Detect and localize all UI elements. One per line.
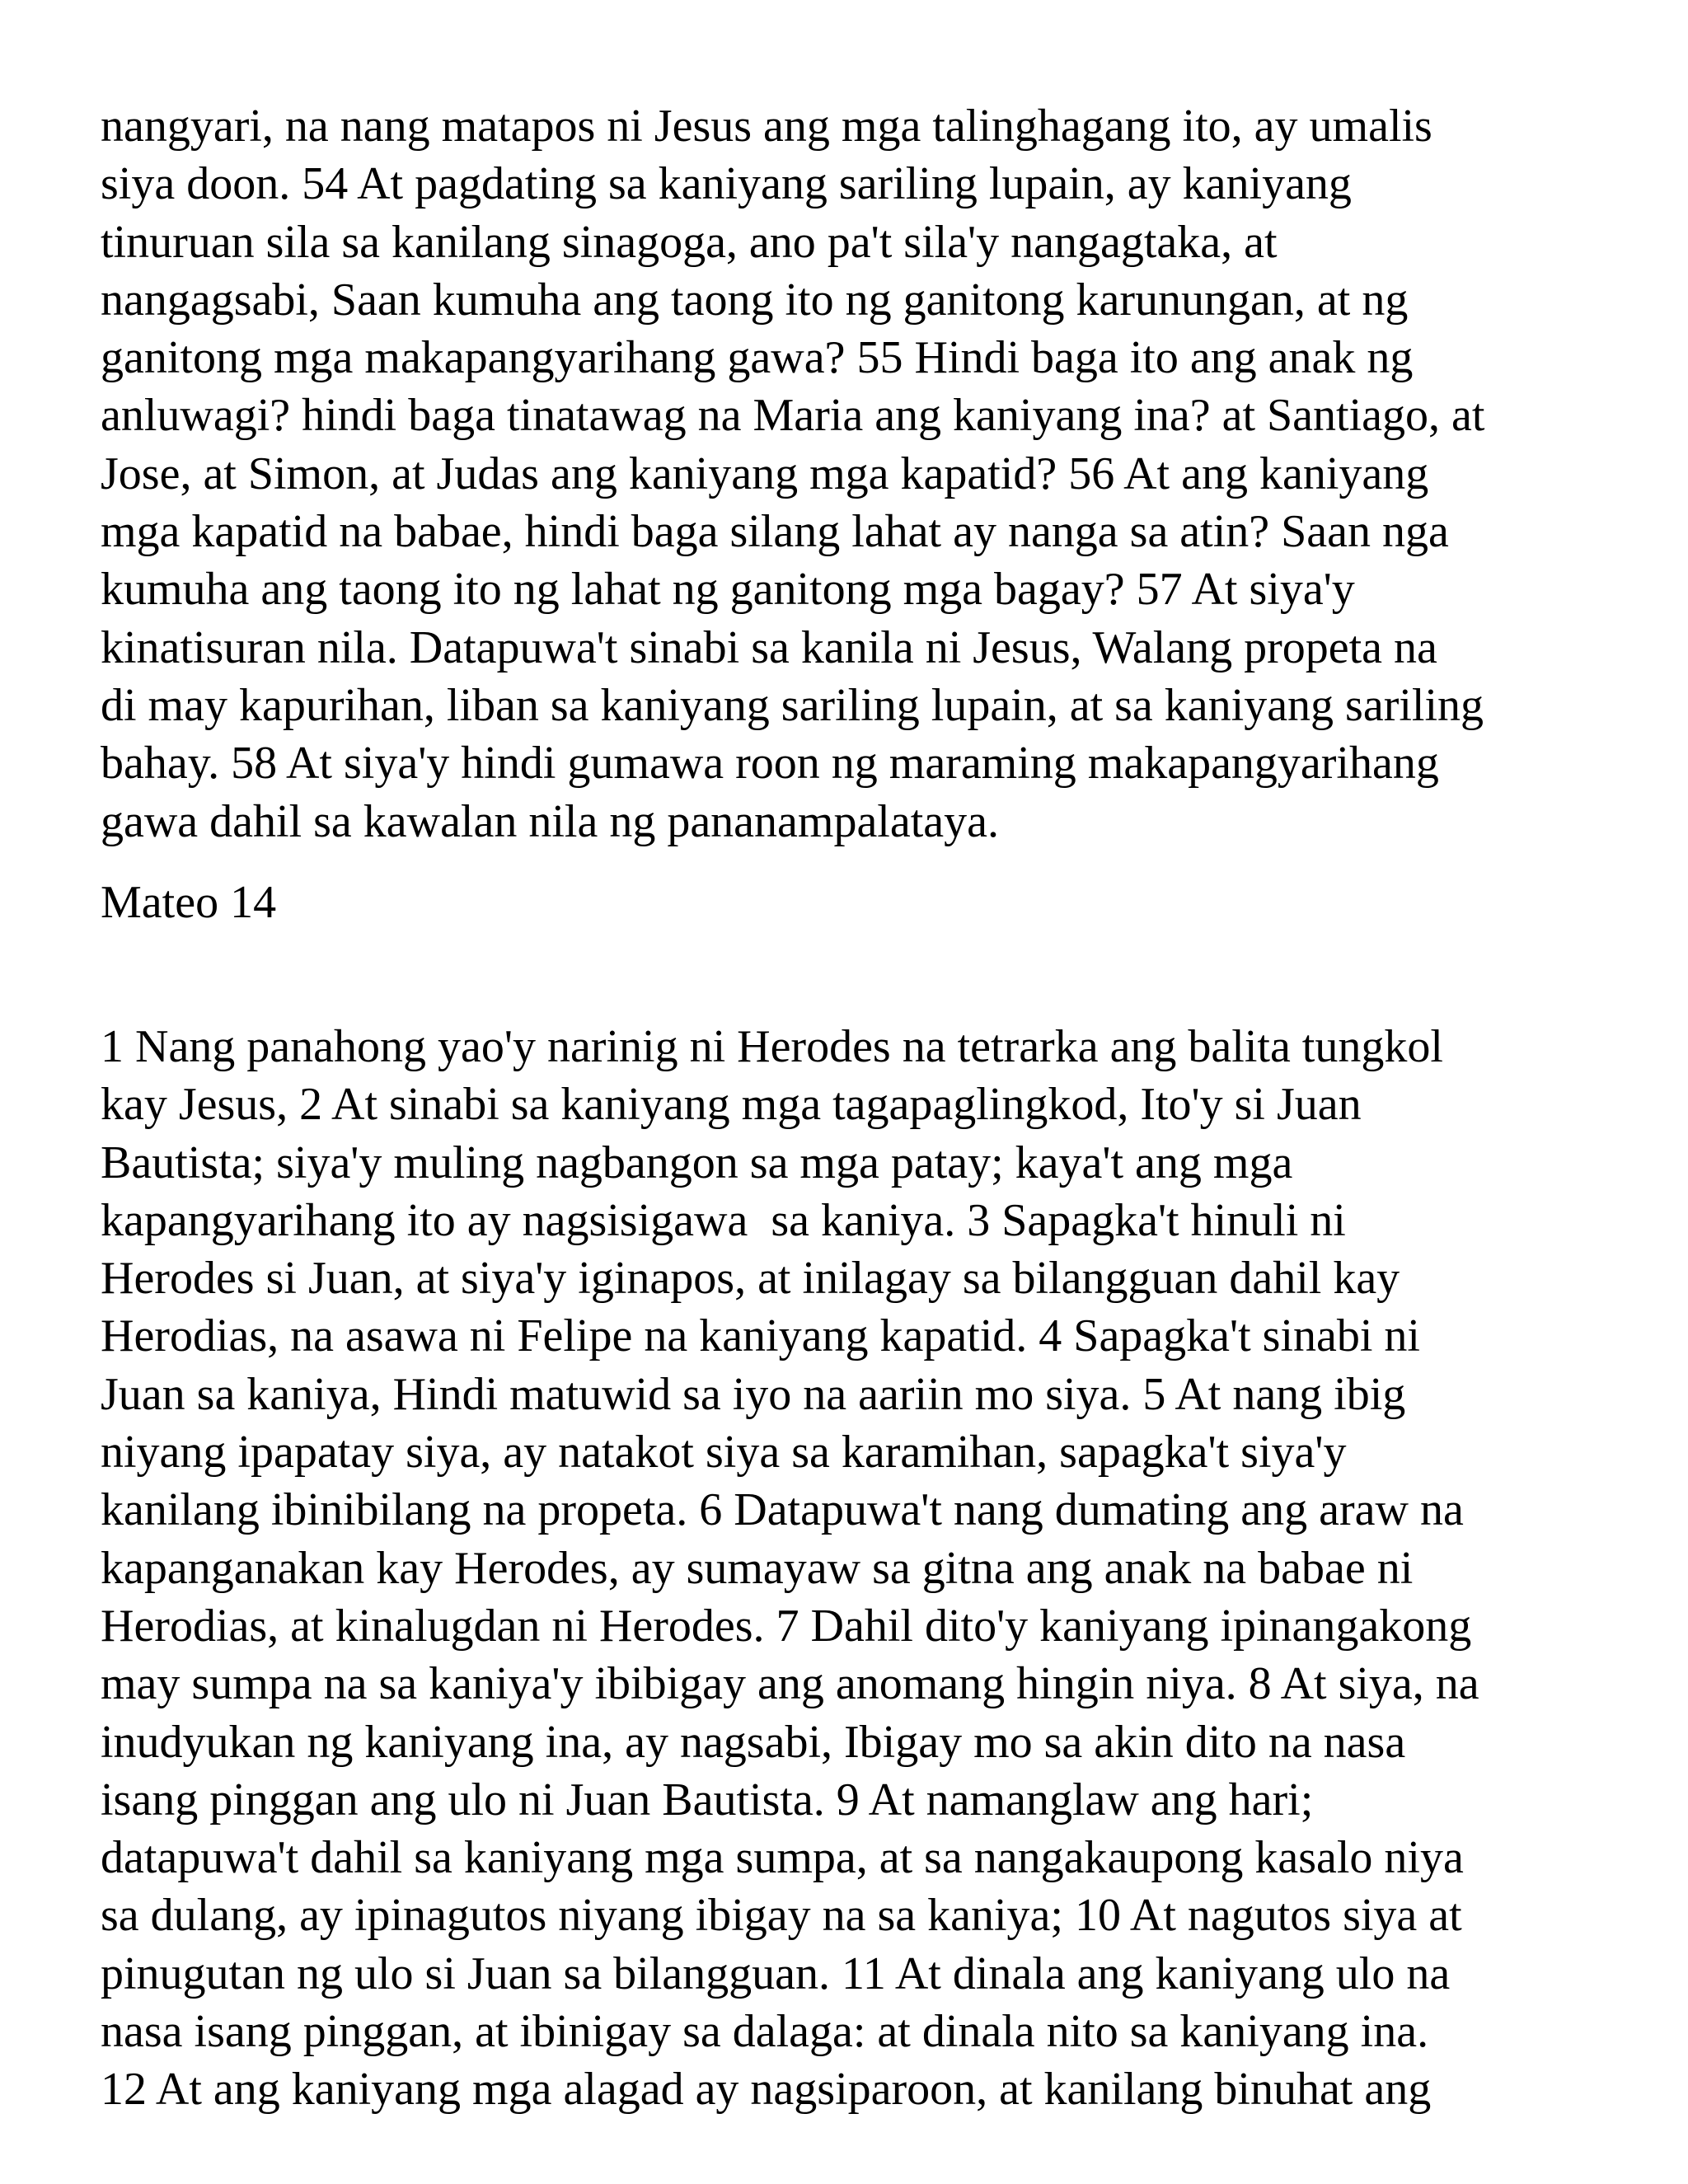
text-line: tinuruan sila sa kanilang sinagoga, ano pa't sila'y nangagtaka, at <box>101 216 1278 268</box>
text-line: nasa isang pinggan, at ibinigay sa dalaga: at dinala nito sa kaniyang ina. <box>101 2006 1429 2058</box>
text-line: Juan sa kaniya, Hindi matuwid sa iyo na aariin mo siya. 5 At nang ibig <box>101 1368 1406 1420</box>
text-line: Herodias, at kinalugdan ni Herodes. 7 Dahil dito'y kaniyang ipinangakong <box>101 1600 1472 1652</box>
text-line: kapangyarihang ito ay nagsisigawa sa kaniya. 3 Sapagka't hinuli ni <box>101 1194 1346 1246</box>
text-line: nangyari, na nang matapos ni Jesus ang mga talinghagang ito, ay umalis <box>101 101 1432 152</box>
paragraph-mateo-14 <box>101 1018 1617 2119</box>
chapter-heading-text: Mateo 14 <box>101 877 277 928</box>
text-line: mga kapatid na babae, hindi baga silang lahat ay nanga sa atin? Saan nga <box>101 506 1449 558</box>
text-line: Herodias, na asawa ni Felipe na kaniyang kapatid. 4 Sapagka't sinabi ni <box>101 1310 1420 1362</box>
text-line: nangagsabi, Saan kumuha ang taong ito ng ganitong karunungan, at ng <box>101 274 1409 326</box>
text-line: pinugutan ng ulo si Juan sa bilangguan. 11 At dinala ang kaniyang ulo na <box>101 1947 1451 1999</box>
paragraph-mateo-13-end <box>101 97 1617 851</box>
text-line: di may kapurihan, liban sa kaniyang sariling lupain, at sa kaniyang sariling <box>101 679 1484 731</box>
text-line: Herodes si Juan, at siya'y iginapos, at inilagay sa bilangguan dahil kay <box>101 1253 1400 1305</box>
text-line: ganitong mga makapangyarihang gawa? 55 Hindi baga ito ang anak ng <box>101 332 1414 384</box>
text-line: datapuwa't dahil sa kaniyang mga sumpa, at sa nangakaupong kasalo niya <box>101 1832 1464 1884</box>
text-line: kay Jesus, 2 At sinabi sa kaniyang mga tagapaglingkod, Ito'y si Juan <box>101 1079 1362 1131</box>
text-line: 12 At ang kaniyang mga alagad ay nagsiparoon, at kanilang binuhat ang <box>101 2064 1432 2116</box>
text-line: Bautista; siya'y muling nagbangon sa mga patay; kaya't ang mga <box>101 1137 1293 1188</box>
text-line: siya doon. 54 At pagdating sa kaniyang sariling lupain, ay kaniyang <box>101 158 1352 210</box>
text-line: niyang ipapatay siya, ay natakot siya sa karamihan, sapagka't siya'y <box>101 1427 1347 1479</box>
text-line: 1 Nang panahong yao'y narinig ni Herodes na tetrarka ang balita tungkol <box>101 1021 1443 1072</box>
text-line: Jose, at Simon, at Judas ang kaniyang mga kapatid? 56 At ang kaniyang <box>101 448 1429 499</box>
text-line: kumuha ang taong ito ng lahat ng ganitong mga bagay? 57 At siya'y <box>101 564 1355 616</box>
text-line: kanilang ibinibilang na propeta. 6 Datapuwa't nang dumating ang araw na <box>101 1484 1464 1536</box>
text-line: sa dulang, ay ipinagutos niyang ibigay na sa kaniya; 10 At nagutos siya at <box>101 1890 1462 1942</box>
text-line: gawa dahil sa kawalan nila ng pananampalataya. <box>101 795 999 847</box>
text-line: kapanganakan kay Herodes, ay sumayaw sa gitna ang anak na babae ni <box>101 1542 1414 1594</box>
text-line: kinatisuran nila. Datapuwa't sinabi sa kanila ni Jesus, Walang propeta na <box>101 621 1437 673</box>
chapter-heading <box>101 874 1617 931</box>
text-line: anluwagi? hindi baga tinatawag na Maria ang kaniyang ina? at Santiago, at <box>101 390 1485 442</box>
text-line: isang pinggan ang ulo ni Juan Bautista. 9 At namanglaw ang hari; <box>101 1774 1314 1825</box>
text-line: bahay. 58 At siya'y hindi gumawa roon ng maraming makapangyarihang <box>101 738 1439 790</box>
text-line: may sumpa na sa kaniya'y ibibigay ang anomang hingin niya. 8 At siya, na <box>101 1658 1479 1710</box>
text-line: inudyukan ng kaniyang ina, ay nagsabi, Ibigay mo sa akin dito na nasa <box>101 1716 1406 1768</box>
